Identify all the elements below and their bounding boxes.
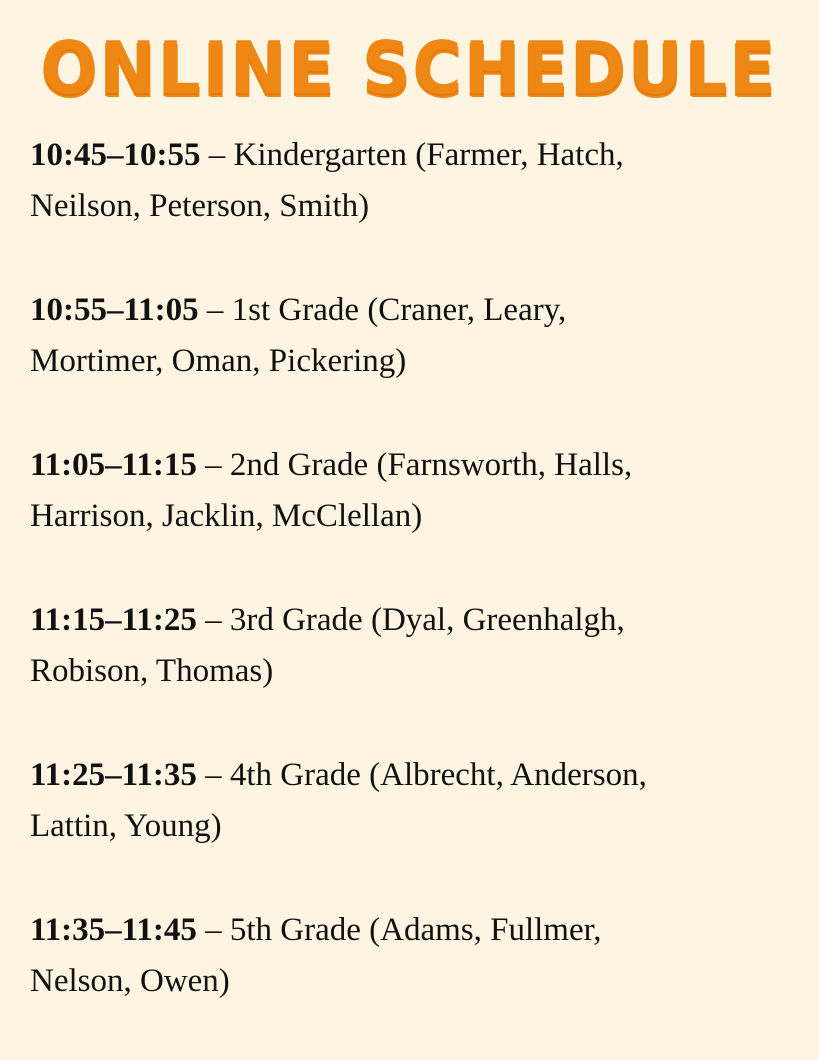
entry-dash: – xyxy=(205,912,222,948)
entry-teachers-line1: (Farnsworth, Halls, xyxy=(376,447,633,483)
entry-teachers-line1: (Adams, Fullmer, xyxy=(369,912,602,948)
entry-time: 10:45–10:55 xyxy=(30,137,201,173)
schedule-entry-kindergarten xyxy=(30,130,790,232)
entry-time: 11:05–11:15 xyxy=(30,447,197,483)
entry-teachers-line1: (Craner, Leary, xyxy=(367,292,567,328)
entry-time: 10:55–11:05 xyxy=(30,292,199,328)
entry-teachers-line2: Lattin, Young) xyxy=(30,808,222,844)
entry-teachers-line1: (Farmer, Hatch, xyxy=(415,137,624,173)
entry-grade: 3rd Grade xyxy=(229,602,363,638)
entry-teachers-line1: (Albrecht, Anderson, xyxy=(369,757,647,793)
entry-dash: – xyxy=(206,292,224,328)
schedule-entry-3rd-grade xyxy=(30,595,790,697)
entry-grade: 5th Grade xyxy=(229,912,361,948)
schedule-entry-5th-grade xyxy=(30,905,790,1007)
entry-grade: Kindergarten xyxy=(233,137,407,173)
entry-grade: 2nd Grade xyxy=(229,447,369,483)
entry-teachers-line2: Harrison, Jacklin, McClellan) xyxy=(30,498,423,534)
entry-teachers-line2: Robison, Thomas) xyxy=(30,653,274,689)
entry-time: 11:35–11:45 xyxy=(30,912,197,948)
entry-teachers-line1: (Dyal, Greenhalgh, xyxy=(370,602,625,638)
entry-teachers-line2: Mortimer, Oman, Pickering) xyxy=(30,343,407,379)
page-title: ONLINE SCHEDULE xyxy=(40,26,778,110)
entry-teachers-line2: Neilson, Peterson, Smith) xyxy=(30,188,370,224)
entry-time: 11:15–11:25 xyxy=(30,602,197,638)
schedule-entry-1st-grade xyxy=(30,285,790,387)
entry-time: 11:25–11:35 xyxy=(30,757,197,793)
entry-teachers-line2: Nelson, Owen) xyxy=(30,963,230,999)
schedule-entry-2nd-grade xyxy=(30,440,790,542)
entry-grade: 1st Grade xyxy=(231,292,360,328)
entry-dash: – xyxy=(205,447,222,483)
entry-grade: 4th Grade xyxy=(229,757,361,793)
entry-dash: – xyxy=(208,137,226,173)
entry-dash: – xyxy=(205,757,222,793)
schedule-list xyxy=(30,130,790,1060)
schedule-entry-4th-grade xyxy=(30,750,790,852)
entry-dash: – xyxy=(205,602,222,638)
